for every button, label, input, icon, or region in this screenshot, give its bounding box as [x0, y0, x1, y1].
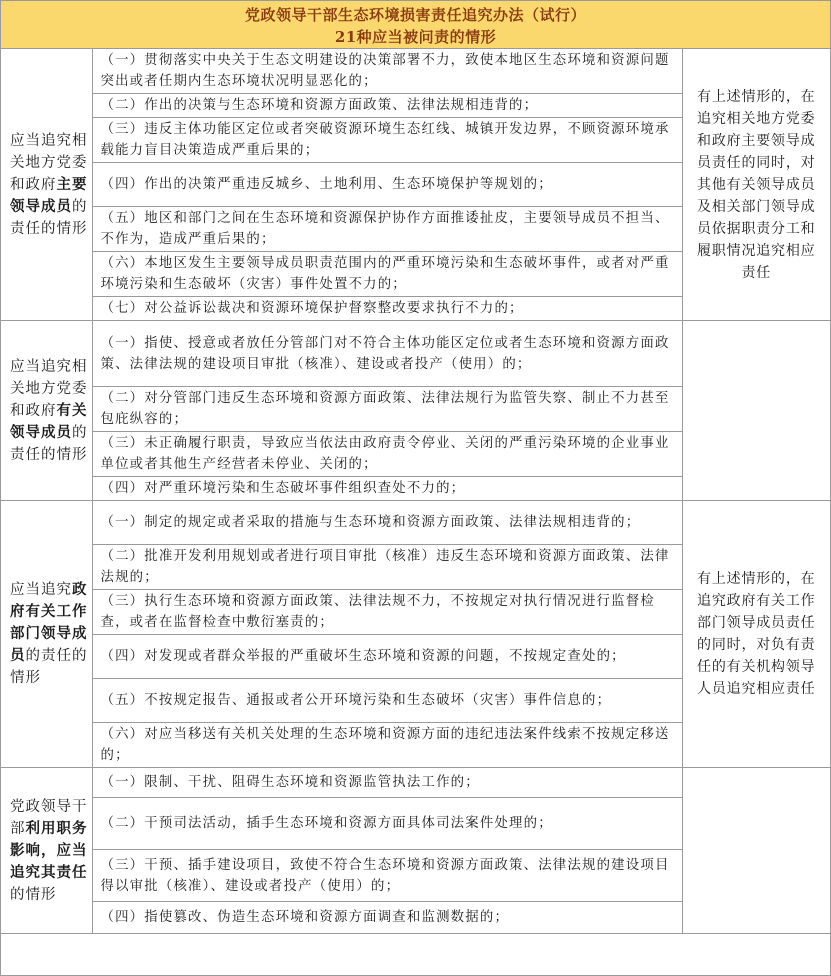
section-note-cell: 有上述情形的，在追究相关地方党委和政府主要领导成员责任的同时，对其他有关领导成员及相关部门领导成员依据职责分工和履职情况追究相应责任 [682, 49, 830, 321]
category-emphasis: 利用职务影响，应当追究其责任 [10, 819, 88, 881]
title-line-2: 21种应当被问责的情形 [334, 28, 497, 46]
list-item: （一）指使、授意或者放任分管部门对不符合主体功能区定位或者生态环境和资源方面政策、法律法规的建设项目审批（核准）、建设或者投产（使用）的； [92, 321, 682, 387]
category-text: 的责任的情形 [10, 198, 88, 237]
category-text: 的情形 [10, 886, 57, 903]
list-item: （六）对应当移送有关机关处理的生态环境和资源方面的违纪违法案件线索不按规定移送的； [92, 723, 682, 768]
table-row [1, 768, 830, 798]
category-text: 的责任的情形 [10, 424, 88, 463]
section-category-cell [1, 49, 92, 321]
list-item: （三）执行生态环境和资源方面政策、法律法规不力，不按规定对执行情况进行监督检查，或者在监督检查中敷衍塞责的； [92, 590, 682, 635]
list-item: （二）批准开发利用规划或者进行项目审批（核准）违反生态环境和资源方面政策、法律法规的； [92, 545, 682, 590]
section-category-cell [1, 501, 92, 768]
category-text: 党政领导干部 [10, 798, 88, 837]
category-emphasis: 有关领导成员 [10, 401, 88, 441]
category-text: 应当追究 [10, 582, 72, 598]
category-text: 应当追究相关地方党委和政府 [10, 132, 88, 193]
list-item: （二）干预司法活动，插手生态环境和资源方面具体司法案件处理的； [92, 798, 682, 850]
list-item: （六）本地区发生主要领导成员职责范围内的严重环境污染和生态破坏事件，或者对严重环境污染和生态破坏（灾害）事件处置不力的； [92, 252, 682, 297]
table-row [1, 49, 830, 94]
section-category-cell [1, 321, 92, 501]
category-emphasis: 政府有关工作部门领导成员 [10, 581, 88, 664]
list-item: （一）限制、干扰、阻碍生态环境和资源监管执法工作的； [92, 768, 682, 798]
table-row [1, 501, 830, 545]
responsibility-table [1, 49, 830, 934]
category-emphasis: 主要领导成员 [10, 175, 88, 215]
list-item: （四）对发现或者群众举报的严重破坏生态环境和资源的问题，不按规定查处的； [92, 635, 682, 679]
list-item: （五）地区和部门之间在生态环境和资源保护协作方面推诿扯皮，主要领导成员不担当、不作为，造成严重后果的； [92, 207, 682, 252]
list-item: （四）指使篡改、伪造生态环境和资源方面调查和监测数据的； [92, 902, 682, 934]
list-item: （七）对公益诉讼裁决和资源环境保护督察整改要求执行不力的； [92, 297, 682, 321]
list-item: （一）制定的规定或者采取的措施与生态环境和资源方面政策、法律法规相违背的； [92, 501, 682, 545]
category-text: 应当追究相关地方党委和政府 [10, 358, 88, 419]
category-text: 的责任的情形 [10, 648, 88, 686]
list-item: （五）不按规定报告、通报或者公开环境污染和生态破坏（灾害）事件信息的； [92, 679, 682, 723]
list-item: （二）对分管部门违反生态环境和资源方面政策、法律法规行为监管失察、制止不力甚至包庇纵容的； [92, 387, 682, 432]
list-item: （三）未正确履行职责，导致应当依法由政府责令停业、关闭的严重污染环境的企业事业单位或者其他生产经营者未停业、关闭的； [92, 432, 682, 477]
section-note-cell: 有上述情形的，在追究政府有关工作部门领导成员责任的同时，对负有责任的有关机构领导人员追究相应责任 [682, 501, 830, 768]
list-item: （一）贯彻落实中央关于生态文明建设的决策部署不力，致使本地区生态环境和资源问题突出或者任期内生态环境状况明显恶化的； [92, 49, 682, 94]
section-note-cell [682, 321, 830, 501]
section-note-cell [682, 768, 830, 934]
list-item: （四）对严重环境污染和生态破坏事件组织查处不力的； [92, 477, 682, 501]
section-category-cell [1, 768, 92, 934]
list-item: （四）作出的决策严重违反城乡、土地利用、生态环境保护等规划的； [92, 163, 682, 207]
table-title-header [1, 1, 830, 49]
table-row [1, 321, 830, 387]
list-item: （二）作出的决策与生态环境和资源方面政策、法律法规相违背的； [92, 94, 682, 118]
title-line-1: 党政领导干部生态环境损害责任追究办法（试行） [244, 6, 586, 24]
list-item: （三）干预、插手建设项目，致使不符合生态环境和资源方面政策、法律法规的建设项目得以审批（核准）、建设或者投产（使用）的； [92, 850, 682, 902]
list-item: （三）违反主体功能区定位或者突破资源环境生态红线、城镇开发边界，不顾资源环境承载能力盲目决策造成严重后果的； [92, 118, 682, 163]
